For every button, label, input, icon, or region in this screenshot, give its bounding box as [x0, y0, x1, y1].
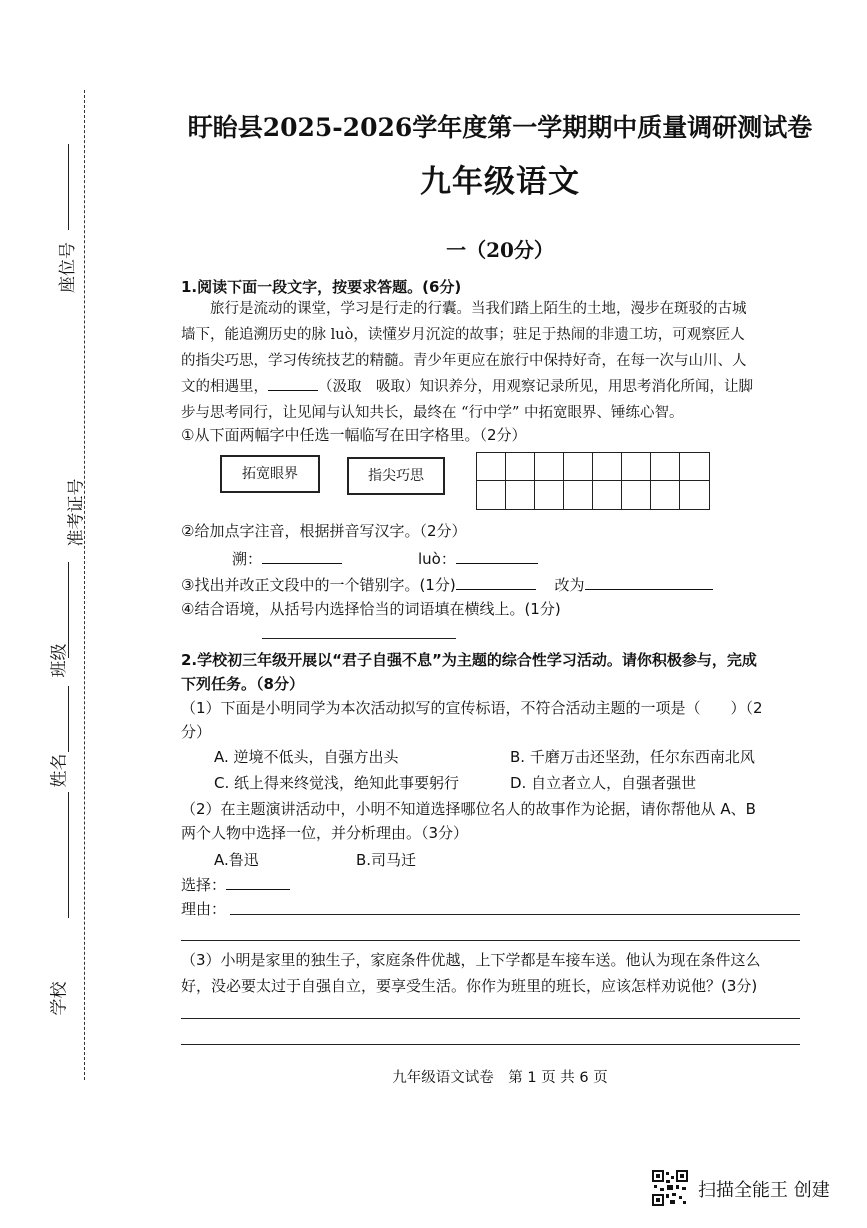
- q2-part1-line: （1）下面是小明同学为本次活动拟写的宣传标语，不符合活动主题的一项是（ ）（2: [181, 699, 763, 717]
- option-b[interactable]: B. 千磨万击还坚劲，任尔东西南北风: [510, 748, 755, 766]
- pinyin-label: luò：: [418, 550, 456, 568]
- choice-blank[interactable]: [226, 889, 290, 890]
- persuasion-answer-line[interactable]: [181, 1044, 800, 1045]
- q1-heading: 1.阅读下面一段文字，按要求答题。(6分): [181, 278, 462, 296]
- person-option-b[interactable]: B.司马迁: [356, 851, 417, 869]
- q1-sub2: ②给加点字注音，根据拼音写汉字。（2分）: [181, 522, 467, 540]
- reason-label: 理由：: [181, 900, 227, 918]
- qr-code-icon: [652, 1170, 688, 1206]
- choice-label: 选择：: [181, 876, 227, 894]
- person-option-a[interactable]: A.鲁迅: [214, 851, 259, 869]
- q2-part1: [181, 696, 806, 744]
- exam-id-label: 准考证号: [66, 478, 87, 547]
- pinyin-item-luo: [418, 548, 538, 569]
- calligraphy-sample-2: 指尖巧思: [347, 457, 445, 495]
- pinyin-item-su: [232, 548, 342, 569]
- passage-line: [181, 374, 803, 400]
- typo-blank[interactable]: [456, 589, 536, 590]
- q1-sub4-answer-line[interactable]: [262, 638, 456, 639]
- q1-passage: [181, 296, 803, 426]
- school-label: 学校: [49, 981, 70, 1016]
- name-line[interactable]: [68, 792, 69, 918]
- pinyin-label: 溯：: [232, 550, 263, 568]
- option-a[interactable]: A. 逆境不低头，自强方出头: [214, 748, 399, 766]
- binding-fold-line: [84, 90, 85, 1080]
- hanzi-blank[interactable]: [456, 563, 538, 564]
- name-label: 姓名: [49, 753, 70, 788]
- q1-sub3-text: ③找出并改正文段中的一个错别字。(1分): [181, 576, 456, 594]
- word-choice-blank[interactable]: [268, 390, 318, 391]
- name-field: [2, 730, 80, 810]
- passage-text: 旅行是流动的课堂，学习是行走的行囊。当我们踏上陌生的土地，漫步在斑驳的古城: [210, 301, 747, 317]
- reason-answer-line[interactable]: [181, 940, 800, 941]
- pinyin-blank[interactable]: [262, 563, 342, 564]
- passage-line: 墙下，能追溯历史的脉 luò，读懂岁月沉淀的故事；驻足于热闹的非遗工坊，可观察匠人: [181, 327, 745, 343]
- q1-sub4: ④结合语境，从括号内选择恰当的词语填在横线上。(1分): [181, 600, 561, 618]
- q1-sub1: ①从下面两幅字中任选一幅临写在田字格里。（2分）: [181, 426, 527, 444]
- page-footer: 九年级语文试卷 第 1 页 共 6 页: [392, 1070, 608, 1086]
- passage-line: 的指尖巧思，学习传统技艺的精髓。青少年更应在旅行中保持好奇，在每一次与山川、人: [181, 353, 747, 369]
- exam-title: 盱眙县2025-2026学年度第一学期期中质量调研测试卷: [187, 113, 813, 142]
- q2-heading-line: 2.学校初三年级开展以“君子自强不息”为主题的综合性学习活动。请你积极参与，完成: [181, 651, 757, 669]
- q2-part1-line: 分）: [181, 723, 212, 741]
- class-field: [2, 620, 80, 700]
- option-c[interactable]: C. 纸上得来终觉浅，绝知此事要躬行: [214, 774, 460, 792]
- choice-row: [181, 874, 290, 895]
- reason-answer-line[interactable]: [230, 914, 800, 915]
- q2-part3-line: （3）小明是家里的独生子，家庭条件优越，上下学都是车接车送。他认为现在条件这么: [181, 951, 761, 969]
- q2-part2: [181, 797, 806, 845]
- school-field: [2, 960, 80, 1030]
- exam-subtitle: 九年级语文: [420, 164, 580, 200]
- tianzige-grid[interactable]: [476, 452, 710, 510]
- correction-blank[interactable]: [585, 589, 713, 590]
- passage-text: （汲取 吸取）知识养分，用观察记录所见，用思考消化所闻，让脚: [318, 379, 753, 395]
- persuasion-answer-line[interactable]: [181, 1018, 800, 1019]
- exam-id-field: [2, 440, 87, 600]
- class-label: 班级: [49, 643, 70, 678]
- passage-line: 步与思考同行，让见闻与认知共长，最终在 “行中学” 中拓宽眼界、锤练心智。: [181, 405, 684, 421]
- q2-part2-line: （2）在主题演讲活动中，小明不知道选择哪位名人的故事作为论据，请你帮他从 A、B: [181, 800, 756, 818]
- passage-line: [181, 296, 803, 322]
- option-d[interactable]: D. 自立者立人，自强者强世: [510, 774, 697, 792]
- seat-number-line[interactable]: [68, 144, 69, 230]
- q2-part3: [181, 947, 806, 999]
- seat-number-label: 座位号: [58, 242, 78, 293]
- change-to-label: 改为: [554, 576, 585, 594]
- q2-part3-line: 好，没必要太过于自强自立，要享受生活。你作为班里的班长，应该怎样劝说他？(3分): [181, 977, 758, 995]
- scanner-watermark: 扫描全能王 创建: [698, 1180, 830, 1201]
- q2-part2-line: 两个人物中选择一位，并分析理由。（3分）: [181, 824, 469, 842]
- q1-sub3: [181, 574, 713, 595]
- q2-heading: [181, 648, 806, 696]
- section-heading: 一（20分）: [446, 238, 554, 262]
- passage-text: 文的相遇里，: [181, 379, 268, 395]
- q2-heading-line: 下列任务。（8分）: [181, 675, 304, 693]
- calligraphy-sample-1: 拓宽眼界: [220, 455, 320, 493]
- seat-number-field: [2, 140, 80, 340]
